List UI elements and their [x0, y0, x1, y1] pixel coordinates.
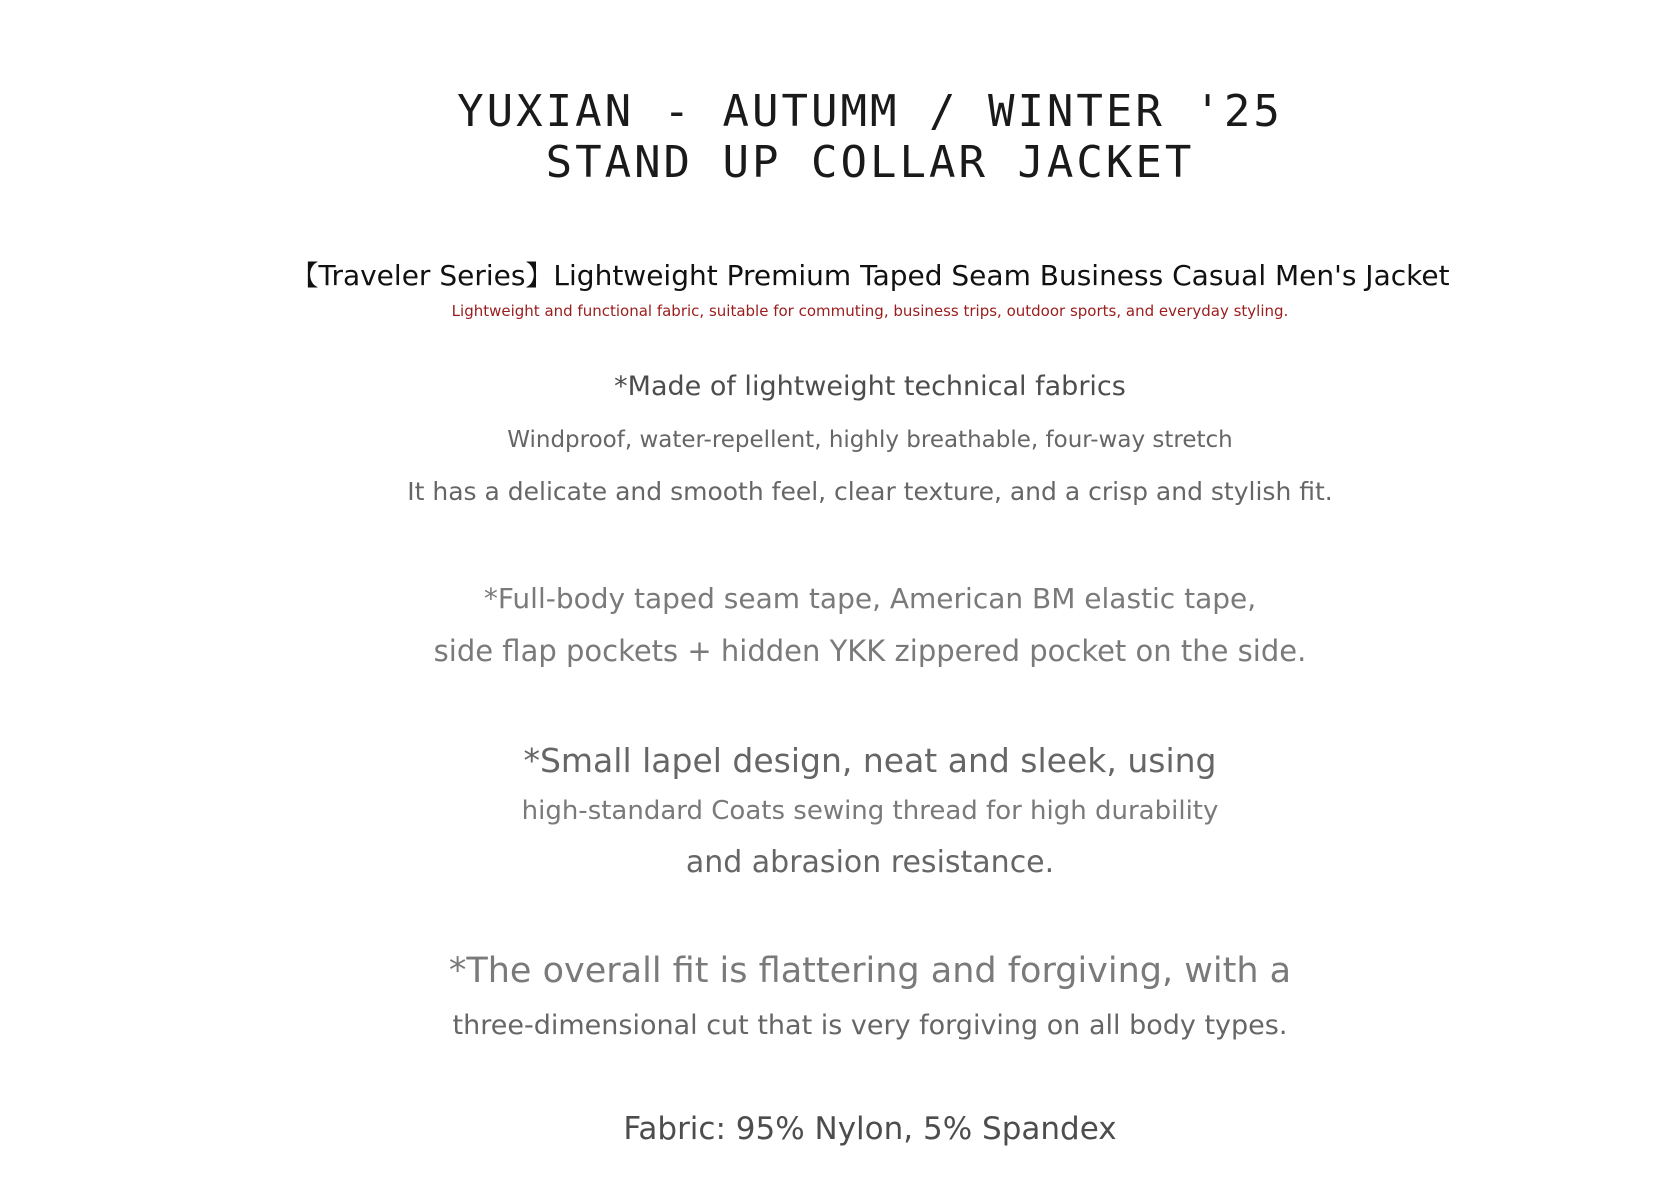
seam-feature-heading: *Full-body taped seam tape, American BM elastic tape, [483, 582, 1257, 615]
seam-feature-pockets: side flap pockets + hidden YKK zippered pocket on the side. [433, 634, 1307, 668]
fabric-composition: Fabric: 95% Nylon, 5% Spandex [623, 1111, 1117, 1147]
fabric-feature-properties: Windproof, water-repellent, highly breathable, four-way stretch [507, 427, 1233, 453]
product-type-title: STAND UP COLLAR JACKET [545, 137, 1195, 188]
collection-title: YUXIAN - AUTUMM / WINTER '25 [457, 86, 1283, 137]
fabric-feature-heading: *Made of lightweight technical fabrics [614, 371, 1126, 402]
product-tagline: Lightweight and functional fabric, suitable for commuting, business trips, outdoor sports, and everyday styling. [451, 302, 1289, 320]
fabric-feature-feel: It has a delicate and smooth feel, clear texture, and a crisp and stylish fit. [407, 477, 1333, 506]
lapel-feature-heading: *Small lapel design, neat and sleek, using [523, 741, 1217, 780]
lapel-feature-thread: high-standard Coats sewing thread for high durability [521, 796, 1219, 826]
fit-feature-cut: three-dimensional cut that is very forgiving on all body types. [452, 1010, 1288, 1041]
lapel-feature-resistance: and abrasion resistance. [685, 845, 1055, 880]
product-name: 【Traveler Series】Lightweight Premium Taped Seam Business Casual Men's Jacket [290, 259, 1450, 292]
fit-feature-heading: *The overall fit is flattering and forgiving, with a [448, 951, 1292, 991]
